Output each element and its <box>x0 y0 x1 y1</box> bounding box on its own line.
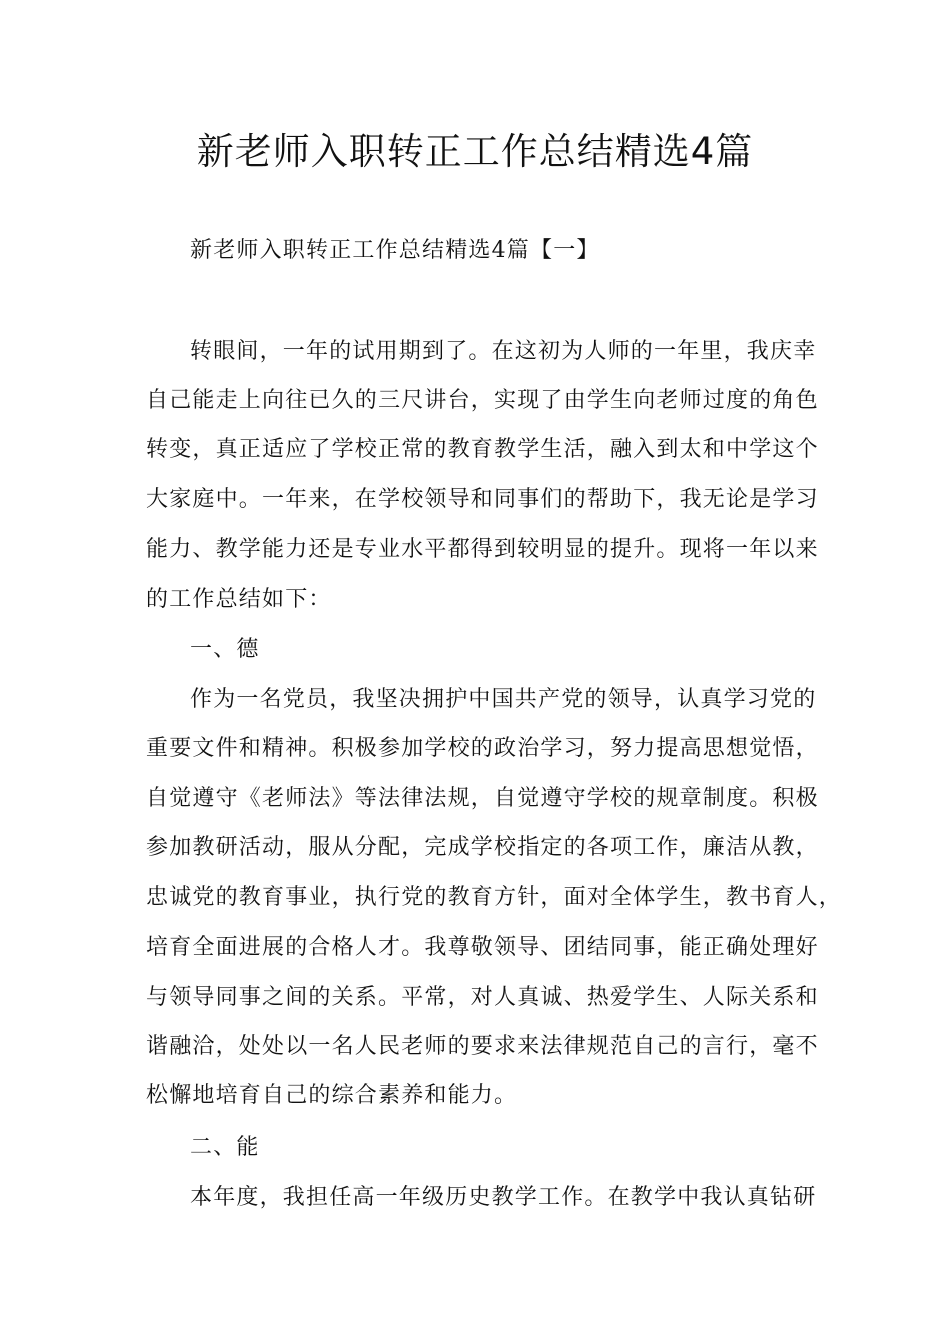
paragraph-line: 重要文件和精神。积极参加学校的政治学习，努力提高思想觉悟， <box>146 736 819 761</box>
paragraph-line: 与领导同事之间的关系。平常，对人真诚、热爱学生、人际关系和 <box>146 985 819 1010</box>
paragraph-line: 自己能走上向往已久的三尺讲台，实现了由学生向老师过度的角色 <box>146 388 819 413</box>
paragraph-line: 大家庭中。一年来，在学校领导和同事们的帮助下，我无论是学习 <box>146 487 819 512</box>
section-heading: 新老师入职转正工作总结精选4篇【一】 <box>190 238 600 263</box>
paragraph-line: 转眼间，一年的试用期到了。在这初为人师的一年里，我庆幸 <box>190 339 817 364</box>
paragraph-line: 培育全面进展的合格人才。我尊敬领导、团结同事，能正确处理好 <box>146 935 819 960</box>
paragraph-line: 本年度，我担任高一年级历史教学工作。在教学中我认真钻研 <box>190 1185 817 1210</box>
paragraph-line: 能力、教学能力还是专业水平都得到较明显的提升。现将一年以来 <box>146 537 819 562</box>
paragraph-line: 松懈地培育自己的综合素养和能力。 <box>146 1083 518 1108</box>
paragraph-line: 作为一名党员，我坚决拥护中国共产党的领导，认真学习党的 <box>190 687 817 712</box>
paragraph-line: 的工作总结如下： <box>146 587 332 612</box>
subsection-heading: 二、能 <box>190 1135 260 1160</box>
paragraph-line: 转变，真正适应了学校正常的教育教学生活，融入到太和中学这个 <box>146 437 819 462</box>
subsection-heading: 一、德 <box>190 637 260 662</box>
paragraph-line: 参加教研活动，服从分配，完成学校指定的各项工作，廉洁从教， <box>146 835 819 860</box>
paragraph-line: 忠诚党的教育事业，执行党的教育方针，面对全体学生，教书育人， <box>146 885 843 910</box>
paragraph-line: 自觉遵守《老师法》等法律法规，自觉遵守学校的规章制度。积极 <box>146 786 819 811</box>
paragraph-line: 谐融洽，处处以一名人民老师的要求来法律规范自己的言行，毫不 <box>146 1034 819 1059</box>
document-title: 新老师入职转正工作总结精选4篇 <box>196 130 754 173</box>
